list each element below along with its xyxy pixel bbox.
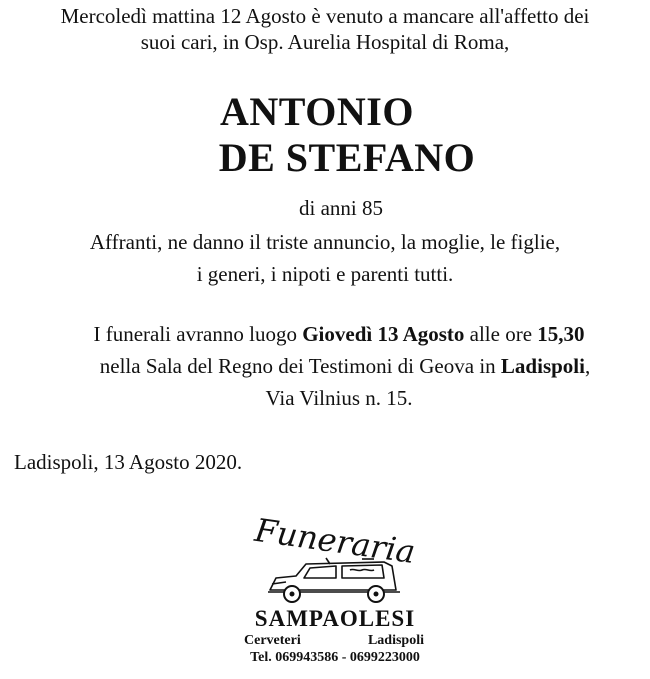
funeral-day: Giovedì 13 Agosto	[302, 322, 465, 346]
funeral-home-logo	[230, 508, 450, 679]
venue-post-text: ,	[584, 354, 591, 378]
address-line: Via Vilnius n. 15.	[265, 386, 413, 410]
logo-towns	[244, 633, 424, 649]
hearse-icon	[266, 556, 406, 608]
family-line-2: i generi, i nipoti e parenti tutti.	[196, 262, 454, 286]
place-date-line: Ladispoli, 13 Agosto 2020.	[14, 450, 243, 474]
age-line: di anni 85	[299, 196, 383, 220]
logo-script-title: Funeraria	[252, 510, 418, 572]
venue-pre-text: nella Sala del Regno dei Testimoni di Geova in	[99, 354, 501, 378]
logo-company-name: SAMPAOLESI	[254, 606, 416, 631]
logo-phones: Tel. 069943586 - 0699223000	[250, 650, 420, 665]
family-line-1: Affranti, ne danno il triste annuncio, la moglie, le figlie,	[89, 230, 561, 254]
intro-line-1: Mercoledì mattina 12 Agosto è venuto a mancare all'affetto dei	[60, 4, 590, 28]
venue-line	[20, 354, 650, 379]
intro-line-2: suoi cari, in Osp. Aurelia Hospital di Roma,	[140, 30, 510, 54]
logo-town-left: Cerveteri	[244, 633, 301, 648]
deceased-first-name: ANTONIO	[220, 89, 414, 134]
funeral-pre-text: I funerali avranno luogo	[93, 322, 303, 346]
deceased-last-name: DE STEFANO	[218, 135, 476, 180]
funeral-mid-text: alle ore	[464, 322, 538, 346]
funeral-time: 15,30	[537, 322, 585, 346]
funeral-line	[14, 322, 650, 347]
logo-town-right: Ladispoli	[367, 633, 424, 648]
venue-town: Ladispoli	[500, 354, 585, 378]
